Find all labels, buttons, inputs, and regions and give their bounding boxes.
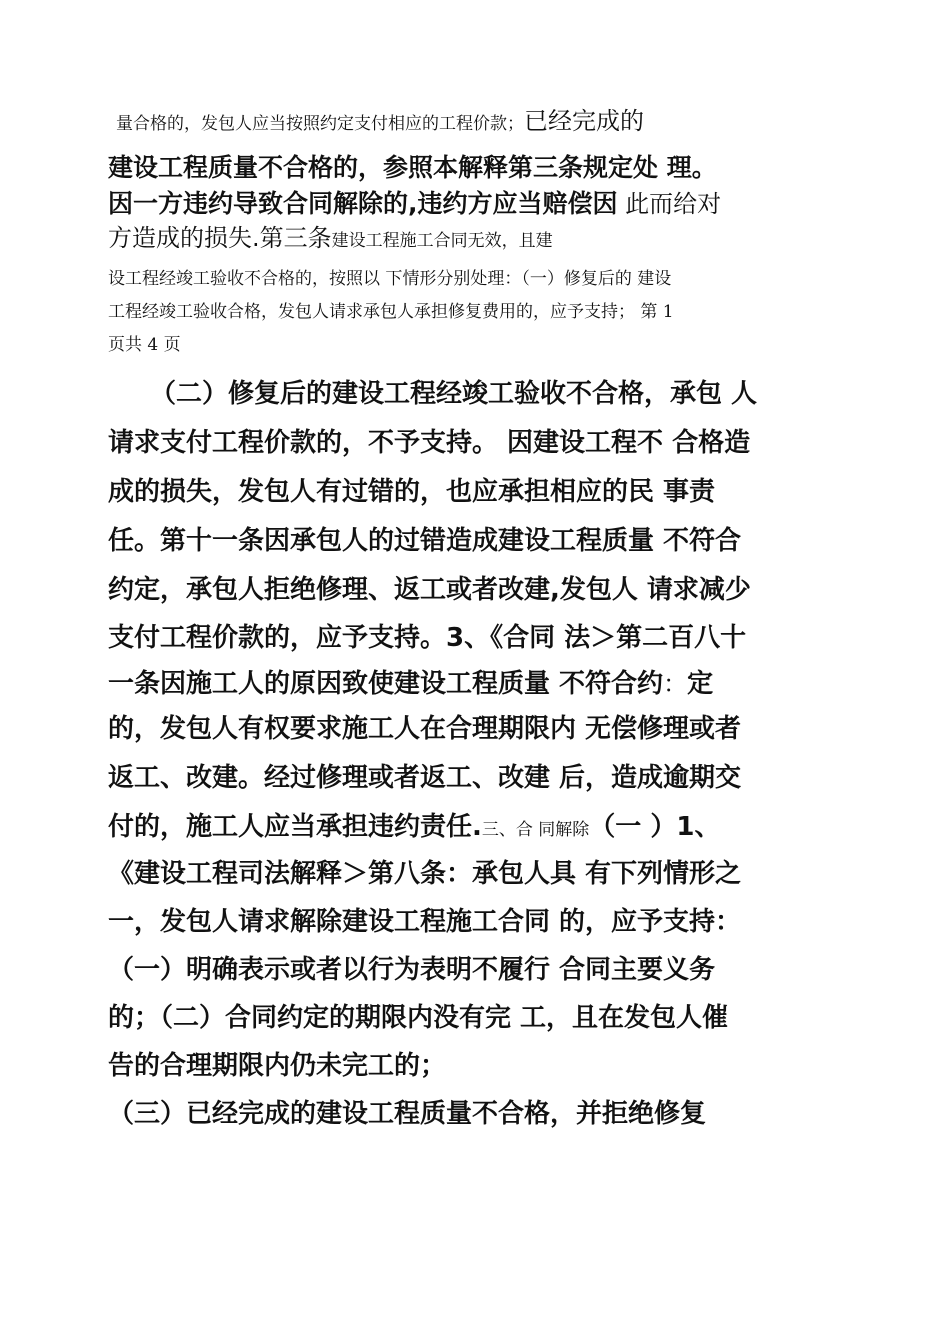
paragraph-line: （二）修复后的建设工程经竣工验收不合格，承包 人 — [150, 379, 758, 409]
paragraph-line: 约定，承包人拒绝修理、返工或者改建,发包人 请求减少 — [108, 575, 751, 605]
page-footer: 页共 4 页 — [108, 335, 181, 355]
text-run: 因一方违约导致合同解除的,违约方应当赔偿因 — [108, 189, 618, 218]
section-heading: 三、合 同解除 — [481, 820, 590, 840]
paragraph-line: （一）明确表示或者以行为表明不履行 合同主要义务 — [108, 955, 716, 985]
paragraph-line: 任。第十一条因承包人的过错造成建设工程质量 不符合 — [108, 526, 742, 556]
paragraph-line: 请求支付工程价款的，不予支持。 因建设工程不 合格造 — [108, 428, 751, 458]
text-run: 一条因施工人的原因致使建设工程质量 不符合约 — [108, 669, 664, 699]
text-line-6: 工程经竣工验收合格，发包人请求承包人承担修复费用的，应予支持； 第 1 — [108, 302, 674, 322]
paragraph-line: 的，发包人有权要求施工人在合理期限内 无偿修理或者 — [108, 714, 742, 744]
paragraph-line: 支付工程价款的，应予支持。3、《合同 法＞第二百八十 — [108, 623, 747, 653]
text-run: （一 ）1、 — [589, 812, 721, 842]
paragraph-line: 《建设工程司法解释＞第八条：承包人具 有下列情形之 — [108, 859, 742, 889]
text-run: 已经完成的 — [524, 107, 644, 135]
paragraph-line: 成的损失，发包人有过错的，也应承担相应的民 事责 — [108, 477, 716, 507]
paragraph-line — [108, 663, 713, 700]
paragraph-line: 告的合理期限内仍未完工的； — [108, 1051, 447, 1081]
text-run: 量合格的，发包人应当按照约定支付相应的工程价款； — [116, 114, 524, 134]
text-run: 此而给对 — [617, 190, 722, 218]
text-run: ： — [663, 670, 688, 698]
text-line-2: 建设工程质量不合格的，参照本解释第三条规定处 理。 — [108, 153, 717, 182]
text-line-1 — [116, 101, 644, 136]
paragraph-line: （三）已经完成的建设工程质量不合格，并拒绝修复 — [108, 1099, 707, 1129]
paragraph-line: 返工、改建。经过修理或者返工、改建 后，造成逾期交 — [108, 763, 742, 793]
paragraph-line — [108, 806, 720, 843]
text-run: 付的，施工人应当承担违约责任. — [108, 812, 482, 842]
text-line-3 — [108, 184, 721, 220]
text-line-5: 设工程经竣工验收不合格的，按照以 下情形分别处理：（一）修复后的 建设 — [108, 269, 672, 289]
paragraph-line: 一，发包人请求解除建设工程施工合同 的，应予支持： — [108, 907, 742, 937]
text-run: 方造成的损失.第三条 — [108, 224, 332, 252]
text-line-4 — [108, 218, 553, 253]
text-run: 建设工程施工合同无效，且建 — [331, 231, 553, 251]
paragraph-line: 的；（二）合同约定的期限内没有完 工，且在发包人催 — [108, 1003, 729, 1033]
text-run: 定 — [687, 669, 714, 699]
